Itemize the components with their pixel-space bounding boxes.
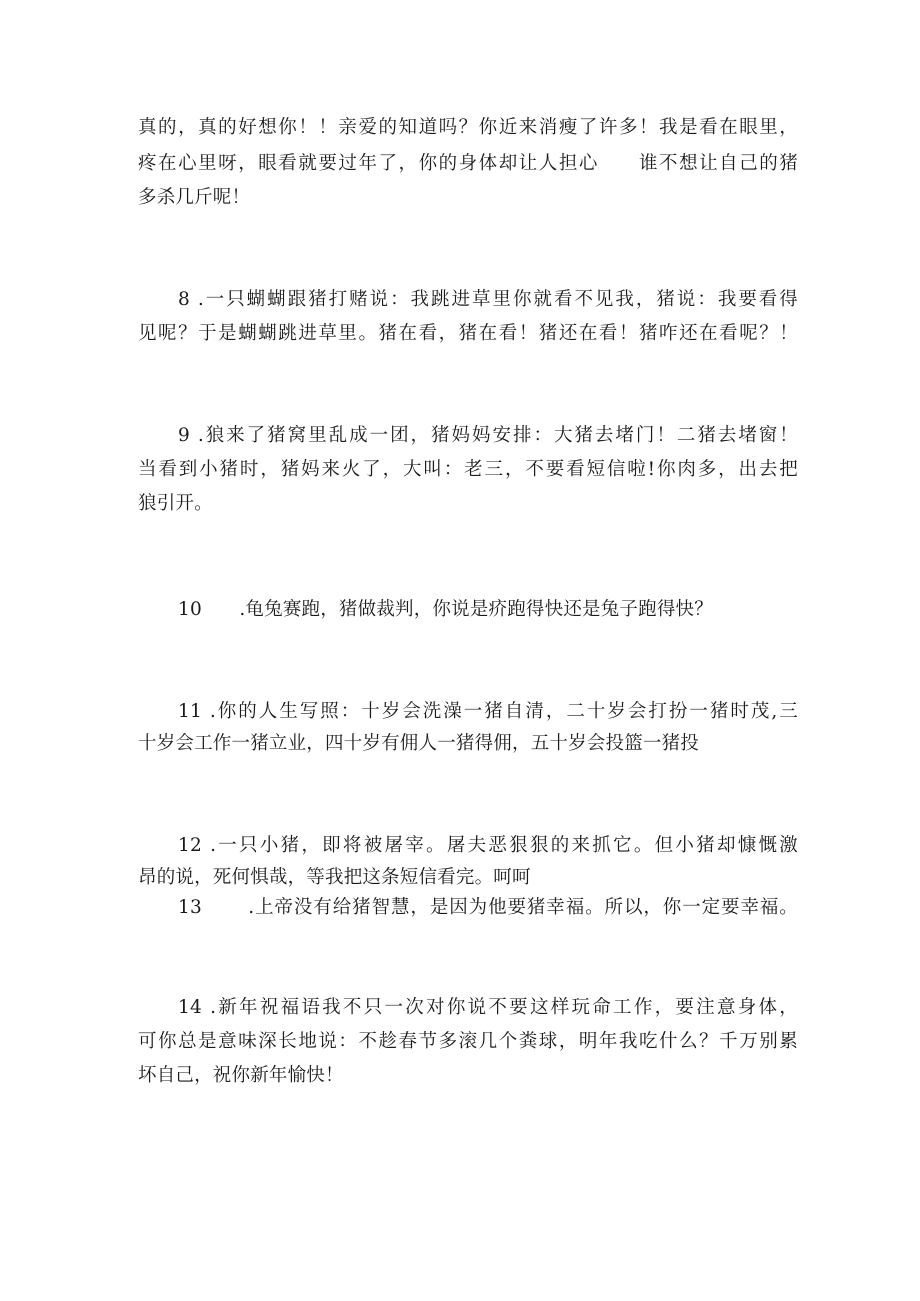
- paragraph-item-8-line-1: 8 .一只蝴蝴跟猪打赌说：我跳进草里你就看不见我，猪说：我要看得: [178, 289, 798, 310]
- paragraph-intro-line-2: 疼在心里呀，眼看就要过年了，你的身体却让人担心 谁不想让自己的猪: [138, 153, 798, 174]
- paragraph-item-14-line-2: 可你总是意味深长地说：不趁春节多滚几个粪球，明年我吃什么？千万别累: [138, 1031, 798, 1052]
- paragraph-item-9-line-2: 当看到小猪时，猪妈来火了，大叫：老三，不要看短信啦!你肉多，出去把: [138, 459, 798, 480]
- paragraph-item-13-line-1: 13 .上帝没有给猪智慧，是因为他要猪幸福。所以，你一定要幸福。: [178, 897, 798, 918]
- paragraph-intro-line-1: 真的，真的好想你！！亲爱的知道吗？你近来消瘦了许多！我是看在眼里，: [138, 117, 798, 138]
- paragraph-item-11-line-2: 十岁会工作一猪立业，四十岁有佣人一猪得佣，五十岁会投篮一猪投: [138, 733, 700, 754]
- paragraph-item-11-line-1: 11 .你的人生写照：十岁会洗澡一猪自清，二十岁会打扮一猪时茂,三: [178, 701, 798, 722]
- paragraph-item-10-line-1: 10 .龟兔赛跑，猪做裁判，你说是疥跑得快还是兔子跑得快？: [178, 599, 713, 620]
- paragraph-item-14-line-1: 14 .新年祝福语我不只一次对你说不要这样玩命工作，要注意身体，: [178, 997, 798, 1018]
- paragraph-item-9-line-3: 狼引开。: [138, 493, 213, 514]
- paragraph-intro-line-3: 多杀几斤呢！: [138, 187, 251, 208]
- paragraph-item-8-line-2: 见呢？于是蝴蝴跳进草里。猪在看，猪在看！猪还在看！猪咋还在看呢？！: [138, 323, 798, 344]
- paragraph-item-12-line-1: 12 .一只小猪，即将被屠宰。屠夫恶狠狠的来抓它。但小猪却慷慨激: [178, 835, 798, 856]
- paragraph-item-12-line-2: 昂的说，死何惧哉，等我把这条短信看完。呵呵: [138, 867, 531, 888]
- paragraph-item-14-line-3: 坏自己，祝你新年愉快！: [138, 1065, 344, 1086]
- paragraph-item-9-line-1: 9 .狼来了猪窝里乱成一团，猪妈妈安排：大猪去堵门！二猪去堵窗！: [178, 425, 798, 446]
